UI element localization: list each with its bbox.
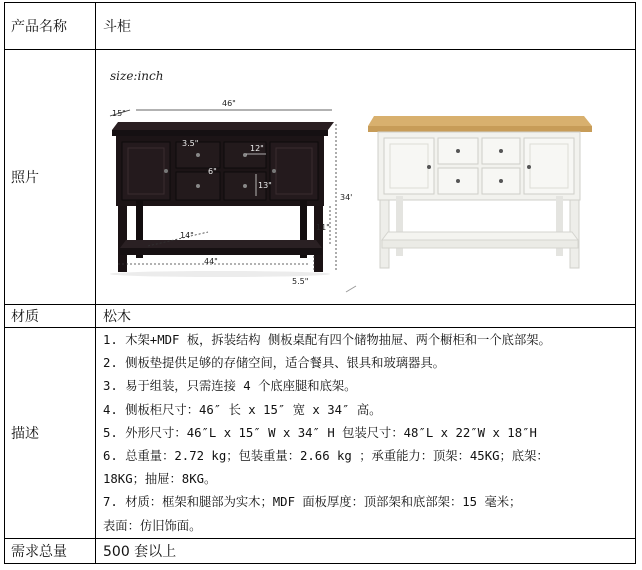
demand-value: 500 套以上 [96,538,636,563]
description-line: 3. 易于组装，只需连接 4 个底座腿和底架。 [103,379,357,394]
description-line: 6. 总重量：2.72 kg；包装重量：2.66 kg ；承重能力：顶架：45KG；底架： [103,449,549,464]
row-product-name [5,3,636,50]
row-description [5,328,636,539]
description-cell [96,328,636,539]
description-line: 18KG；抽屉：8KG。 [103,472,217,487]
description-line: 4. 侧板柜尺寸：46″ 长 x 15″ 宽 x 34″ 高。 [103,402,382,417]
product-name-label: 产品名称 [5,3,96,50]
dim-drawer-small: 3.5" [182,139,199,148]
description-lines [103,328,635,538]
description-line: 1. 木架+MDF 板，拆装结构 侧板桌配有四个储物抽屉、两个橱柜和一个底部架。 [103,333,551,347]
product-name-value: 斗柜 [96,3,636,50]
description-label: 描述 [5,328,96,539]
product-photos-svg [96,50,638,304]
dark-sideboard-image [110,122,334,277]
description-line: 2. 侧板垫提供足够的存储空间，适合餐具、银具和玻璃器具。 [103,356,445,371]
row-demand [5,538,636,563]
product-photos [96,50,638,304]
dim-shelf-height: 11" [316,223,330,232]
photo-cell [96,50,636,305]
description-line: 5. 外形尺寸：46″L x 15″ W x 34″ H 包装尺寸：48″L x 22″W x 18″H [103,425,537,440]
material-value: 松木 [96,305,636,328]
dim-drawer-width: 12" [250,144,264,153]
dim-drawer-depth: 6" [208,167,217,176]
dim-door-height: 13" [258,181,272,190]
white-sideboard-image [346,116,592,292]
description-line: 7. 材质：框架和腿部为实木；MDF 面板厚度：顶部架和底部架：15 毫米； [103,495,522,510]
dim-base-width: 44" [204,257,218,266]
demand-label: 需求总量 [5,538,96,563]
product-spec-table [4,2,636,564]
dim-shelf-gap: 5.5" [292,277,309,286]
dim-depth-top: 15" [112,109,126,118]
dim-height: 34' [340,193,353,202]
size-caption: size:inch [110,69,164,83]
row-photo [5,50,636,305]
dim-shelf-depth: 14" [180,231,194,240]
photo-label: 照片 [5,50,96,305]
material-label: 材质 [5,305,96,328]
row-material [5,305,636,328]
description-line: 表面：仿旧饰面。 [103,518,202,533]
dim-width-top: 46" [222,99,236,108]
